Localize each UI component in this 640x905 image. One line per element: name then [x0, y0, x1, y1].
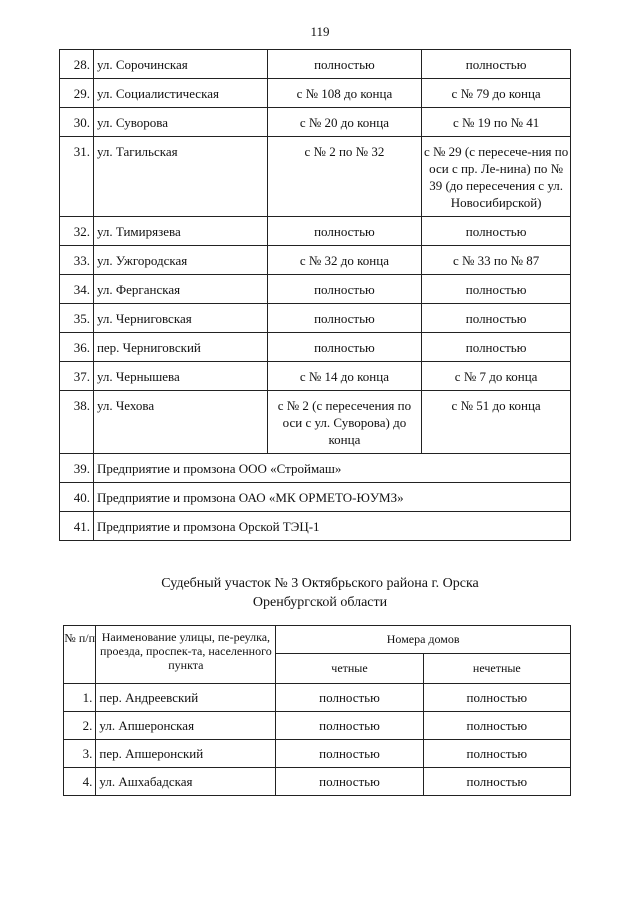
- table-row: [60, 362, 571, 391]
- row-number: 32.: [60, 217, 94, 246]
- page-number: 119: [310, 24, 330, 39]
- row-number: 36.: [60, 333, 94, 362]
- row-number: 31.: [60, 137, 94, 217]
- street-name: ул. Сорочинская: [93, 50, 267, 79]
- even-houses: полностью: [267, 217, 422, 246]
- enterprise-zone: Предприятие и промзона ООО «Строймаш»: [93, 454, 570, 483]
- table-row: [64, 768, 571, 796]
- table-row: [60, 275, 571, 304]
- row-number: 30.: [60, 108, 94, 137]
- even-houses: полностью: [276, 740, 423, 768]
- row-number: 41.: [60, 512, 94, 541]
- even-houses: с № 14 до конца: [267, 362, 422, 391]
- even-houses: полностью: [267, 50, 422, 79]
- even-houses: полностью: [267, 275, 422, 304]
- table-row: [60, 246, 571, 275]
- odd-houses: полностью: [422, 217, 571, 246]
- table-row: [60, 304, 571, 333]
- table-row: [60, 79, 571, 108]
- street-name: ул. Апшеронская: [96, 712, 276, 740]
- streets-table-district-3: [63, 625, 571, 796]
- street-name: ул. Тагильская: [93, 137, 267, 217]
- odd-houses: с № 33 по № 87: [422, 246, 571, 275]
- section-heading: [0, 574, 640, 612]
- street-name: ул. Чернышева: [93, 362, 267, 391]
- even-houses: полностью: [276, 768, 423, 796]
- table-row: [64, 740, 571, 768]
- table-row: [60, 108, 571, 137]
- table-row: [60, 512, 571, 541]
- odd-houses: полностью: [422, 304, 571, 333]
- section-heading-line1: Судебный участок № 3 Октябрьского района г. Орска: [161, 576, 479, 591]
- row-number: 33.: [60, 246, 94, 275]
- table-row: [60, 454, 571, 483]
- odd-houses: полностью: [422, 333, 571, 362]
- odd-houses: полностью: [423, 768, 570, 796]
- row-number: 37.: [60, 362, 94, 391]
- even-houses: полностью: [276, 712, 423, 740]
- streets-table-continued: [59, 49, 571, 541]
- row-number: 39.: [60, 454, 94, 483]
- header-odd: нечетные: [423, 654, 570, 684]
- odd-houses: полностью: [422, 275, 571, 304]
- header-house-numbers: Номера домов: [276, 626, 571, 654]
- odd-houses: полностью: [422, 50, 571, 79]
- table-row: [64, 684, 571, 712]
- row-number: 28.: [60, 50, 94, 79]
- street-name: ул. Ферганская: [93, 275, 267, 304]
- header-even: четные: [276, 654, 423, 684]
- street-name: ул. Черниговская: [93, 304, 267, 333]
- odd-houses: полностью: [423, 740, 570, 768]
- even-houses: с № 2 (с пересечения по оси с ул. Суворова) до конца: [267, 391, 422, 454]
- row-number: 3.: [64, 740, 96, 768]
- street-name: пер. Андреевский: [96, 684, 276, 712]
- odd-houses: с № 51 до конца: [422, 391, 571, 454]
- row-number: 2.: [64, 712, 96, 740]
- street-name: ул. Ужгородская: [93, 246, 267, 275]
- row-number: 40.: [60, 483, 94, 512]
- street-name: ул. Чехова: [93, 391, 267, 454]
- street-name: пер. Апшеронский: [96, 740, 276, 768]
- even-houses: с № 32 до конца: [267, 246, 422, 275]
- row-number: 29.: [60, 79, 94, 108]
- row-number: 38.: [60, 391, 94, 454]
- row-number: 34.: [60, 275, 94, 304]
- even-houses: с № 2 по № 32: [267, 137, 422, 217]
- street-name: ул. Тимирязева: [93, 217, 267, 246]
- table-row: [60, 217, 571, 246]
- table-row: [60, 137, 571, 217]
- street-name: ул. Суворова: [93, 108, 267, 137]
- even-houses: с № 108 до конца: [267, 79, 422, 108]
- odd-houses: с № 19 по № 41: [422, 108, 571, 137]
- table-row: [60, 50, 571, 79]
- table-row: [60, 483, 571, 512]
- odd-houses: полностью: [423, 684, 570, 712]
- odd-houses: полностью: [423, 712, 570, 740]
- enterprise-zone: Предприятие и промзона ОАО «МК ОРМЕТО-ЮУМЗ»: [93, 483, 570, 512]
- odd-houses: с № 7 до конца: [422, 362, 571, 391]
- table-row: [64, 712, 571, 740]
- section-heading-line2: Оренбургской области: [252, 595, 388, 610]
- street-name: ул. Социалистическая: [93, 79, 267, 108]
- header-street-name: Наименование улицы, пе-реулка, проезда, проспек-та, населенного пункта: [96, 626, 276, 684]
- row-number: 4.: [64, 768, 96, 796]
- odd-houses: с № 79 до конца: [422, 79, 571, 108]
- row-number: 1.: [64, 684, 96, 712]
- row-number: 35.: [60, 304, 94, 333]
- table-row: [60, 333, 571, 362]
- even-houses: полностью: [276, 684, 423, 712]
- street-name: ул. Ашхабадская: [96, 768, 276, 796]
- header-number: № п/п: [64, 626, 96, 684]
- odd-houses: с № 29 (с пересече-ния по оси с пр. Ле-нина) по № 39 (до пересечения с ул. Новосибирской): [422, 137, 571, 217]
- table-row: [60, 391, 571, 454]
- street-name: пер. Черниговский: [93, 333, 267, 362]
- table-header-row: [64, 626, 571, 654]
- even-houses: полностью: [267, 304, 422, 333]
- even-houses: с № 20 до конца: [267, 108, 422, 137]
- even-houses: полностью: [267, 333, 422, 362]
- enterprise-zone: Предприятие и промзона Орской ТЭЦ-1: [93, 512, 570, 541]
